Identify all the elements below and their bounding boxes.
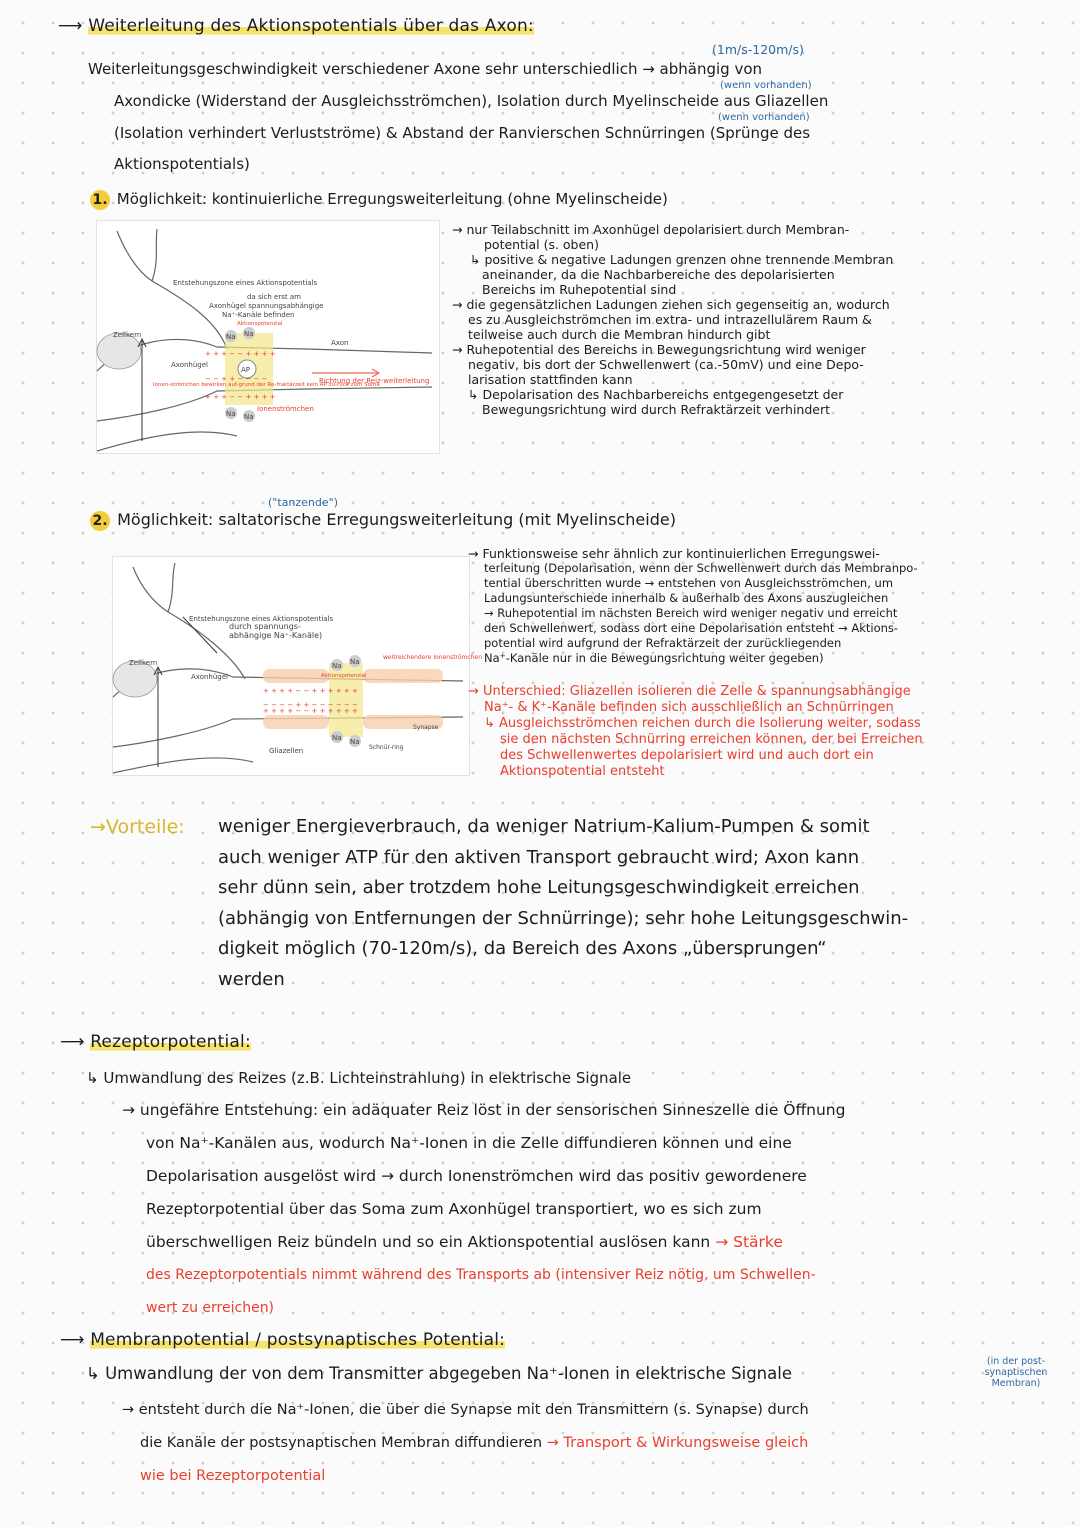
vorteile-line: (abhängig von Entfernungen der Schnürringe); sehr hohe Leitungsgeschwin- — [218, 907, 909, 929]
m2-note: terleitung (Depolarisation, wenn der Schwellenwert durch das Membranpo- — [484, 561, 918, 575]
speed-note: (1m/s-120m/s) — [712, 42, 804, 57]
svg-text:Aktionspotenzial: Aktionspotenzial — [237, 321, 283, 327]
vorteile-line: auch weniger ATP für den aktiven Transport gebraucht wird; Axon kann — [218, 846, 860, 868]
charges-bottom: + + + + − − + + + + + + — [263, 707, 358, 715]
membran-line: die Kanäle der postsynaptischen Membran diffundieren — [140, 1435, 543, 1451]
m1-note: potential (s. oben) — [484, 237, 599, 252]
svg-text:Schnür-ring: Schnür-ring — [369, 744, 404, 751]
m2-red-note: ↳ Ausgleichsströmchen reichen durch die Isolierung weiter, sodass — [484, 716, 921, 731]
m2-red-note: sie den nächsten Schnürring erreichen können, der bei Erreichen — [500, 732, 923, 747]
m2-note: tential überschritten wurde → entstehen von Ausgleichsströmchen, um — [484, 576, 894, 590]
m1-note: aneinander, da die Nachbarbereiche des depolarisierten — [482, 267, 835, 282]
svg-text:da sich erst am: da sich erst am — [247, 293, 301, 301]
intro-line-4: Aktionspotentials) — [114, 155, 250, 173]
arrow-icon: → — [90, 816, 106, 838]
rezeptor-heading-text: Rezeptorpotential: — [90, 1032, 251, 1052]
vorteile-line: weniger Energieverbrauch, da weniger Natrium-Kalium-Pumpen & somit — [218, 816, 870, 837]
m1-note: → die gegensätzlichen Ladungen ziehen sich gegenseitig an, wodurch — [452, 297, 890, 312]
charges-bottom: + + + − − + + + + — [205, 393, 276, 401]
intro-line-1: Weiterleitungsgeschwindigkeit verschiedener Axone sehr unterschiedlich → abhängig von — [88, 60, 763, 78]
rezeptor-sub: ↳ Umwandlung des Reizes (z.B. Lichteinstrahlung) in elektrische Signale — [86, 1069, 632, 1087]
m1-notes — [452, 222, 1064, 417]
svg-text:Axon: Axon — [331, 339, 349, 347]
charges-top: + + + − − + + + + — [205, 350, 276, 358]
membran-line: → entsteht durch die Na⁺-Ionen, die über die Synapse mit den Transmittern (s. Synapse) durch — [122, 1402, 809, 1418]
diagram-svg — [97, 221, 439, 453]
svg-text:Na: Na — [226, 410, 236, 418]
svg-text:Aktionspotenzial: Aktionspotenzial — [321, 673, 367, 679]
svg-text:Na⁺-Kanäle befinden: Na⁺-Kanäle befinden — [222, 311, 295, 319]
vorteile-line: sehr dünn sein, aber trotzdem hohe Leitungsgeschwindigkeit erreichen — [218, 877, 860, 898]
m1-title-text: Möglichkeit: kontinuierliche Erregungsweiterleitung (ohne Myelinscheide) — [116, 190, 668, 208]
rezeptor-line: überschwelligen Reiz bündeln und so ein Aktionspotential auslösen kann — [146, 1233, 711, 1251]
rezeptor-line: von Na⁺-Kanälen aus, wodurch Na⁺-Ionen in die Zelle diffundieren können und eine — [146, 1134, 792, 1152]
rezeptor-line: Depolarisation ausgelöst wird → durch Ionenströmchen wird das positiv gewordenere — [146, 1167, 807, 1185]
svg-text:Na: Na — [226, 333, 236, 341]
svg-text:Ionenströmchen: Ionenströmchen — [257, 405, 314, 413]
membran-red-tail: → Transport & Wirkungsweise gleich — [546, 1435, 809, 1451]
m1-note: larisation stattfinden kann — [468, 372, 633, 387]
m2-red-notes — [468, 684, 1072, 780]
svg-text:Zellkern: Zellkern — [129, 659, 158, 667]
charges-mid: − − − − + + − − − − − − — [263, 701, 358, 709]
myelin-sheath — [263, 669, 329, 683]
m1-note: ↳ Depolarisation des Nachbarbereichs entgegengesetzt der — [468, 387, 844, 402]
svg-text:Entstehungszone eines Aktionsp: Entstehungszone eines Aktionspotentials — [173, 279, 318, 287]
membran-heading — [60, 1330, 505, 1350]
membran-red-line: wie bei Rezeptorpotential — [140, 1468, 326, 1484]
rezeptor-lines — [122, 1094, 1072, 1325]
m1-note: → Ruhepotential des Bereichs in Bewegungsrichtung wird weniger — [452, 342, 866, 357]
svg-text:Na: Na — [332, 734, 342, 742]
arrow-icon: ⟶ — [58, 16, 83, 36]
m1-note: teilweise auch durch die Membran hindurch gibt — [468, 327, 771, 342]
myelin-sheath — [363, 669, 443, 683]
svg-text:Richtung der Reiz-weiterleitun: Richtung der Reiz-weiterleitung — [319, 377, 430, 385]
membran-note: (in der post-synaptischen Membran) — [984, 1356, 1048, 1389]
svg-text:Gliazellen: Gliazellen — [269, 747, 304, 755]
m1-note: ↳ positive & negative Ladungen grenzen ohne trennende Membran — [470, 252, 894, 267]
rezeptor-line: → ungefähre Entstehung: ein adäquater Reiz löst in der sensorischen Sinneszelle die Öffnung — [122, 1101, 846, 1119]
ap-label: AP — [241, 366, 251, 374]
svg-text:Na: Na — [350, 658, 360, 666]
rezeptor-red-line: des Rezeptorpotentials nimmt während des Transports ab (intensiver Reiz nötig, um Schwellen- — [146, 1267, 816, 1283]
rezeptor-red-tail: → Stärke — [715, 1233, 783, 1251]
diagram-svg — [113, 557, 483, 775]
m2-note: → Funktionsweise sehr ähnlich zur kontinuierlichen Erregungswei- — [468, 546, 880, 561]
svg-text:Na: Na — [350, 738, 360, 746]
svg-text:Zellkern: Zellkern — [113, 331, 142, 339]
svg-text:abhängige Na⁺-Kanäle): abhängige Na⁺-Kanäle) — [229, 631, 323, 640]
vorteile-text — [218, 812, 1064, 995]
svg-text:Synapse: Synapse — [413, 724, 439, 731]
svg-text:Axonhügel: Axonhügel — [171, 361, 209, 369]
svg-text:Ionen-strömchen bewirken auf-g: Ionen-strömchen bewirken auf-grund der Re-fraktärzeit kein AP zu-rück zum Soma — [153, 382, 380, 388]
m2-note: potential wird aufgrund der Refraktärzeit der zurückliegenden — [484, 636, 842, 650]
vorteile-line: digkeit möglich (70-120m/s), da Bereich des Axons „übersprungen“ — [218, 938, 827, 959]
m2-title-text: Möglichkeit: saltatorische Erregungsweiterleitung (mit Myelinscheide) — [117, 510, 676, 529]
membran-sub: ↳ Umwandlung der von dem Transmitter abgegeben Na⁺-Ionen in elektrische Signale — [86, 1364, 792, 1383]
rezeptor-line: Rezeptorpotential über das Soma zum Axonhügel transportiert, wo es sich zum — [146, 1200, 762, 1218]
figure-saltatorisch — [112, 556, 483, 776]
m2-note: Na⁺-Kanäle nur in die Bewegungsrichtung weiter gegeben) — [484, 651, 824, 665]
arrow-icon: ⟶ — [60, 1330, 85, 1350]
membran-lines — [122, 1394, 1072, 1493]
intro-line-2: Axondicke (Widerstand der Ausgleichsströmchen), Isolation durch Myelinscheide aus Gliazellen — [114, 92, 829, 110]
intro-line-3: (Isolation verhindert Verlustströme) & Abstand der Ranvierschen Schnürringen (Sprünge des — [114, 124, 811, 142]
vorteile-line: werden — [218, 968, 285, 990]
m2-title — [90, 510, 676, 531]
vorteile-label-text: Vorteile: — [105, 816, 185, 838]
m1-note: negativ, bis dort der Schwellenwert (ca.-50mV) und eine Depo- — [468, 357, 864, 372]
rezeptor-red-line: wert zu erreichen) — [146, 1300, 275, 1316]
m2-note: → Ruhepotential im nächsten Bereich wird weniger negativ und erreicht — [484, 606, 898, 620]
svg-text:Axonhügel spannungsabhängige: Axonhügel spannungsabhängige — [209, 302, 324, 310]
m1-note: es zu Ausgleichströmchen im extra- und intrazellulärem Raum & — [468, 312, 872, 327]
svg-text:Na: Na — [244, 330, 254, 338]
m1-title — [90, 186, 668, 212]
m2-red-note: Aktionspotential entsteht — [500, 764, 665, 779]
charges-top: + + + + − − + + + + + + — [263, 687, 358, 695]
section-heading-weiterleitung — [58, 16, 534, 36]
m1-number-badge: 1. — [90, 190, 110, 210]
m2-tanzende-note: ("tanzende") — [268, 496, 338, 509]
m1-note: Bereichs im Ruhepotential sind — [482, 282, 677, 297]
m1-note: → nur Teilabschnitt im Axonhügel depolarisiert durch Membran- — [452, 222, 850, 237]
m2-notes — [468, 546, 1072, 666]
svg-text:weitreichendere Ionenströmchen: weitreichendere Ionenströmchen — [383, 654, 483, 661]
m2-number-badge: 2. — [90, 511, 110, 531]
svg-text:durch spannungs-: durch spannungs- — [229, 622, 301, 631]
m2-note: den Schwellenwert, sodass dort eine Depolarisation entsteht → Aktions- — [484, 621, 899, 635]
m2-red-note: Na⁺- & K⁺-Kanäle befinden sich ausschließlich an Schnürringen — [484, 700, 894, 715]
m2-red-note: des Schwellenwertes depolarisiert wird und auch dort ein — [500, 748, 874, 763]
heading-text: Weiterleitung des Aktionspotentials über das Axon: — [88, 16, 534, 36]
membran-heading-text: Membranpotential / postsynaptisches Potential: — [90, 1330, 506, 1350]
m1-note: Bewegungsrichtung wird durch Refraktärzeit verhindert — [482, 402, 831, 417]
charges-mid: − − + + − − − − — [205, 375, 268, 383]
note-wenn-vorhanden-2: (wenn vorhanden) — [718, 112, 810, 123]
figure-kontinuierlich — [96, 220, 440, 454]
vorteile-label — [90, 812, 185, 842]
rezeptor-heading — [60, 1032, 251, 1052]
svg-text:Axonhügel: Axonhügel — [191, 673, 229, 681]
svg-text:Na: Na — [244, 413, 254, 421]
note-wenn-vorhanden-1: (wenn vorhanden) — [720, 80, 812, 91]
myelin-sheath — [263, 715, 329, 729]
arrow-icon: ⟶ — [60, 1032, 85, 1052]
m2-note: Ladungsunterschiede innerhalb & außerhalb des Axons auszugleichen — [484, 591, 889, 605]
svg-text:Entstehungszone eines Aktionsp: Entstehungszone eines Aktionspotentials — [189, 615, 334, 623]
m2-red-note: → Unterschied: Gliazellen isolieren die Zelle & spannungsabhängige — [468, 684, 911, 699]
svg-text:Na: Na — [332, 662, 342, 670]
